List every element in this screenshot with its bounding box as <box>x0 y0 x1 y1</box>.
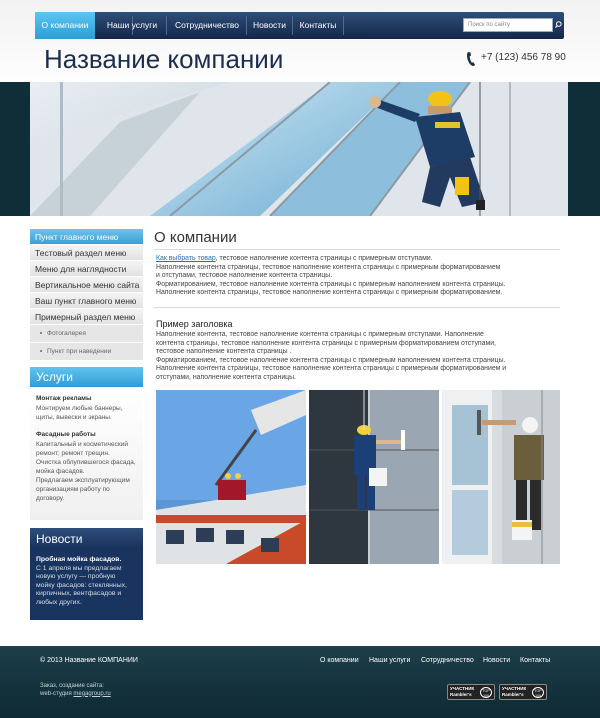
paragraph-line: Наполнение контента страницы, тестовое наполнение контента страницы с примерным форматированием. <box>156 289 503 297</box>
services-heading: Услуги <box>30 367 143 387</box>
news-text-line: мойку фасадов: стеклянных, <box>36 581 127 589</box>
footer-copyright: © 2013 Название КОМПАНИИ <box>40 657 138 664</box>
service-text-line: Очистка облупившегося фасада, <box>36 459 136 466</box>
news-panel <box>30 550 143 620</box>
paragraph-line-rest: , тестовое наполнение контента страницы с примерным отступами. <box>215 255 433 262</box>
paragraph-line: Форматированием, тестовое наполнение контента страницы с примерным наполнением контента страницы. <box>156 356 506 364</box>
badge-text <box>450 686 474 698</box>
service-text-line: организациям работу по договору. <box>36 486 110 502</box>
section-paragraph <box>156 331 560 383</box>
service-title[interactable]: Монтаж рекламы <box>36 395 92 402</box>
title-divider <box>154 249 560 250</box>
sidebar-subitem-label: Пункт при наведении <box>47 348 112 355</box>
credits-line <box>40 691 111 699</box>
nav-item-about[interactable]: О компании <box>35 12 95 39</box>
section-divider <box>154 307 560 308</box>
paragraph-line: отступами, наполнение контента страницы. <box>156 373 296 381</box>
service-item <box>36 394 137 422</box>
paragraph-line: Форматированием, тестовое наполнение контента страницы с примерным наполнением контента страницы. <box>156 280 506 288</box>
badge-line: Rambler's <box>450 692 472 697</box>
nav-item-news[interactable]: Новости <box>253 20 286 30</box>
service-title[interactable]: Фасадные работы <box>36 431 96 438</box>
news-text-line: любых других. <box>36 598 82 606</box>
page-title: О компании <box>154 229 237 246</box>
footer-nav-news[interactable]: Новости <box>483 657 511 664</box>
paragraph-line: Наполнение контента, тестовое наполнение контента страницы с примерным отступами. Наполнение <box>156 331 484 338</box>
service-text-line: щиты, вывески и экраны. <box>36 414 112 421</box>
photo-window-cleaner[interactable] <box>442 390 560 564</box>
search-input[interactable]: Поиск по сайту <box>463 18 553 32</box>
badge-line: УЧАСТНИК <box>450 686 475 691</box>
service-item <box>36 430 137 503</box>
sidebar-subitem-hover[interactable] <box>30 343 143 361</box>
megagroup-link[interactable]: megagroup.ru <box>73 690 111 697</box>
rambler-top100-badge[interactable] <box>447 684 495 700</box>
intro-paragraph <box>156 255 560 298</box>
badge-top100: TOP 100 <box>532 687 544 698</box>
sidebar-item-sample[interactable]: Примерный раздел меню <box>30 309 143 325</box>
footer-nav-contacts[interactable]: Контакты <box>520 657 551 664</box>
top-navigation <box>35 12 564 39</box>
rambler-top100-badge[interactable] <box>499 684 547 700</box>
news-item-title[interactable]: Пробная мойка фасадов. <box>36 556 122 563</box>
badge-top100: TOP 100 <box>480 687 492 698</box>
paragraph-line <box>156 255 560 264</box>
service-text-line: Монтируем любые баннеры, <box>36 405 123 412</box>
section-heading: Пример заголовка <box>156 319 233 329</box>
paragraph-line: Наполнение контента страницы, тестовое наполнение контента страницы с примерным форматированием и <box>156 365 507 373</box>
badge-text <box>502 686 526 698</box>
sidebar-item-vertical[interactable]: Вертикальное меню сайта <box>30 277 143 293</box>
badge-line: Rambler's <box>502 692 524 697</box>
footer-credits <box>40 683 111 698</box>
sidebar-subitem-gallery[interactable] <box>30 325 143 343</box>
news-heading: Новости <box>30 528 143 550</box>
paragraph-line: контента страницы, тестовое наполнение контента страницы с примерным форматированием отступами, <box>156 339 496 347</box>
paragraph-line: тестовое наполнение контента страницы . <box>156 348 292 356</box>
nav-separator <box>343 16 344 35</box>
badge-line: УЧАСТНИК <box>502 686 527 691</box>
nav-item-cooperation[interactable]: Сотрудничество <box>174 20 240 30</box>
footer-nav-services[interactable]: Наши услуги <box>369 657 411 664</box>
banner-image <box>30 82 568 216</box>
nav-item-services[interactable]: Наши услуги <box>106 20 158 30</box>
nav-item-contacts[interactable]: Контакты <box>299 20 337 30</box>
service-text-line: ремонт; ремонт трещин. <box>36 450 110 457</box>
service-text-line: Предлагаем эксплуатирующим <box>36 477 130 484</box>
sidebar-item-your[interactable]: Ваш пункт главного меню <box>30 293 143 309</box>
news-text-line: новую услугу — пробную <box>36 573 116 581</box>
sidebar-item-test[interactable]: Тестовый раздел меню <box>30 245 143 261</box>
footer-nav-cooperation[interactable]: Сотрудничество <box>421 657 474 664</box>
paragraph-line: Наполнение контента страницы, тестовое наполнение контента страницы с примерным форматированием <box>156 263 501 271</box>
bullet-icon <box>40 332 42 334</box>
services-panel <box>30 387 143 520</box>
service-text-line: мойка фасадов. <box>36 468 85 475</box>
phone-number: +7 (123) 456 78 90 <box>481 52 566 63</box>
news-text-line: кирпичных, вентфасадов и <box>36 590 122 598</box>
company-name: Название компании <box>44 44 284 74</box>
sidebar-item-demo[interactable]: Меню для наглядности <box>30 261 143 277</box>
sidebar-menu <box>30 229 143 361</box>
news-text-line: С 1 апреля мы предлагаем <box>36 564 122 572</box>
photo-facade-washer[interactable] <box>309 390 439 564</box>
choose-product-link[interactable]: Как выбрать товар <box>156 255 216 262</box>
paragraph-line: и отступами, тестовое наполнение контента страницы. <box>156 272 333 280</box>
credits-studio: web-студия <box>40 690 74 697</box>
bullet-icon <box>40 350 42 352</box>
credits-line: Заказ, создание сайта: <box>40 683 104 689</box>
sidebar-subitem-label: Фотогалерея <box>47 330 86 337</box>
search-icon[interactable] <box>554 18 563 32</box>
footer-nav-about[interactable]: О компании <box>320 657 359 664</box>
sidebar-item-main[interactable]: Пункт главного меню <box>30 229 143 245</box>
service-text-line: Капитальный и косметический <box>36 441 128 448</box>
phone-icon <box>466 51 476 67</box>
photo-lift-worker[interactable] <box>156 390 306 564</box>
